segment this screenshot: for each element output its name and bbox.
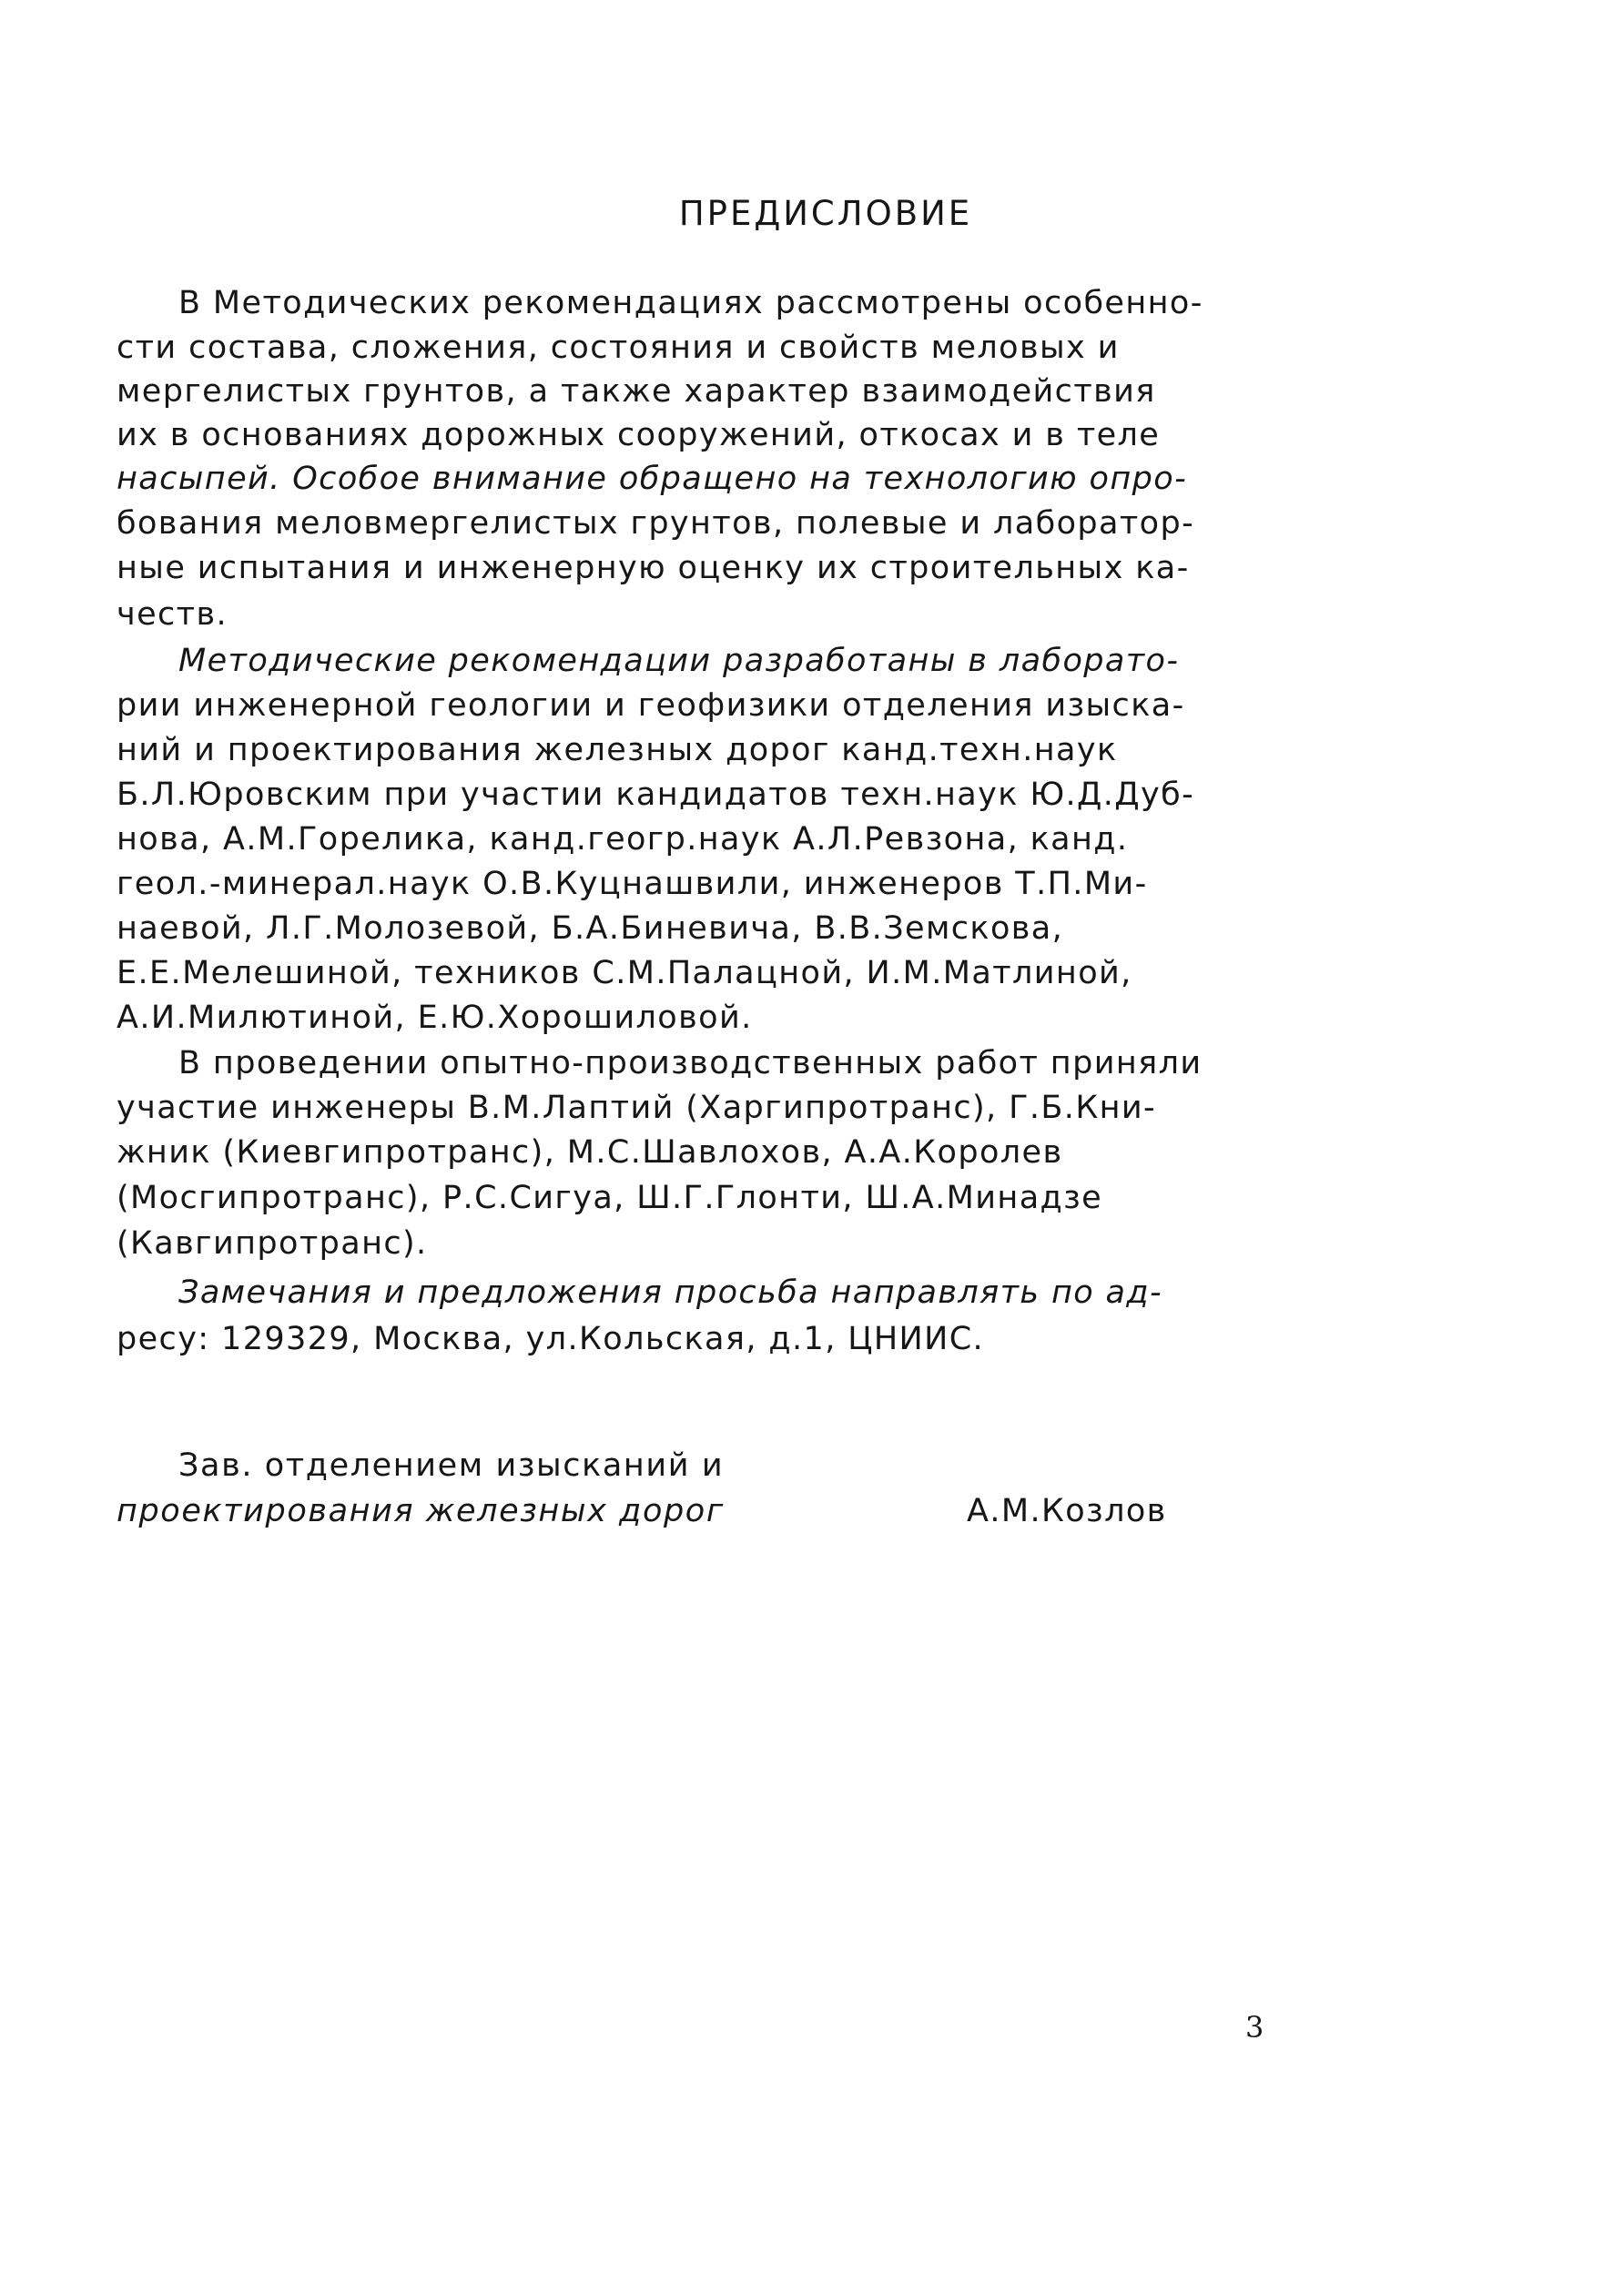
paragraph-2-line: А.И.Милютиной, Е.Ю.Хорошиловой. (117, 1000, 753, 1036)
paragraph-3-line: В проведении опытно-производственных работ приняли (178, 1045, 1203, 1081)
paragraph-3-line: участие инженеры В.М.Лаптий (Харгипротранс), Г.Б.Кни- (117, 1090, 1157, 1126)
page-title: ПРЕДИСЛОВИЕ (678, 194, 973, 233)
paragraph-1-line: мергелистых грунтов, а также характер взаимодействия (117, 373, 1156, 410)
paragraph-2-line: Методические рекомендации разработаны в лаборато- (178, 643, 1180, 679)
signature-position-line-2: проектирования железных дорог (117, 1493, 725, 1529)
paragraph-3-line: (Мосгипротранс), Р.С.Сигуа, Ш.Г.Глонти, Ш.А.Минадзе (117, 1180, 1103, 1216)
paragraph-1-line: сти состава, сложения, состояния и свойств меловых и (117, 330, 1120, 366)
paragraph-1-line: В Методических рекомендациях рассмотрены особенно- (178, 285, 1203, 321)
paragraph-1-line: их в основаниях дорожных сооружений, откосах и в теле (117, 417, 1161, 453)
page-number: 3 (1245, 2010, 1264, 2045)
paragraph-2-line: нова, А.М.Горелика, канд.геогр.наук А.Л.Ревзона, канд. (117, 821, 1129, 858)
paragraph-4-line: Замечания и предложения просьба направлять по ад- (178, 1274, 1163, 1311)
signature-position-line-1: Зав. отделением изысканий и (178, 1447, 725, 1484)
paragraph-2-line: ний и проектирования железных дорог канд.техн.наук (117, 732, 1118, 768)
paragraph-2-line: Б.Л.Юровским при участии кандидатов техн.наук Ю.Д.Дуб- (117, 777, 1195, 813)
paragraph-2-line: рии инженерной геологии и геофизики отделения изыска- (117, 687, 1185, 724)
paragraph-3-line: жник (Киевгипротранс), М.С.Шавлохов, А.А.Королев (117, 1134, 1063, 1171)
paragraph-4-line: ресу: 129329, Москва, ул.Кольская, д.1, ЦНИИС. (117, 1321, 985, 1357)
paragraph-2-line: геол.-минерал.наук О.В.Куцнашвили, инженеров Т.П.Ми- (117, 866, 1148, 902)
paragraph-1-line: ные испытания и инженерную оценку их строительных ка- (117, 550, 1190, 586)
paragraph-1-line: насыпей. Особое внимание обращено на технологию опро- (117, 461, 1188, 497)
paragraph-2-line: Е.Е.Мелешиной, техников С.М.Палацной, И.М.Матлиной, (117, 955, 1132, 991)
paragraph-2-line: наевой, Л.Г.Молозевой, Б.А.Биневича, В.В.Земскова, (117, 910, 1064, 947)
paragraph-1-line: честв. (117, 596, 228, 633)
paragraph-3-line: (Кавгипротранс). (117, 1225, 428, 1262)
signature-name: А.М.Козлов (967, 1493, 1167, 1529)
paragraph-1-line: бования меловмергелистых грунтов, полевые и лаборатор- (117, 505, 1195, 542)
